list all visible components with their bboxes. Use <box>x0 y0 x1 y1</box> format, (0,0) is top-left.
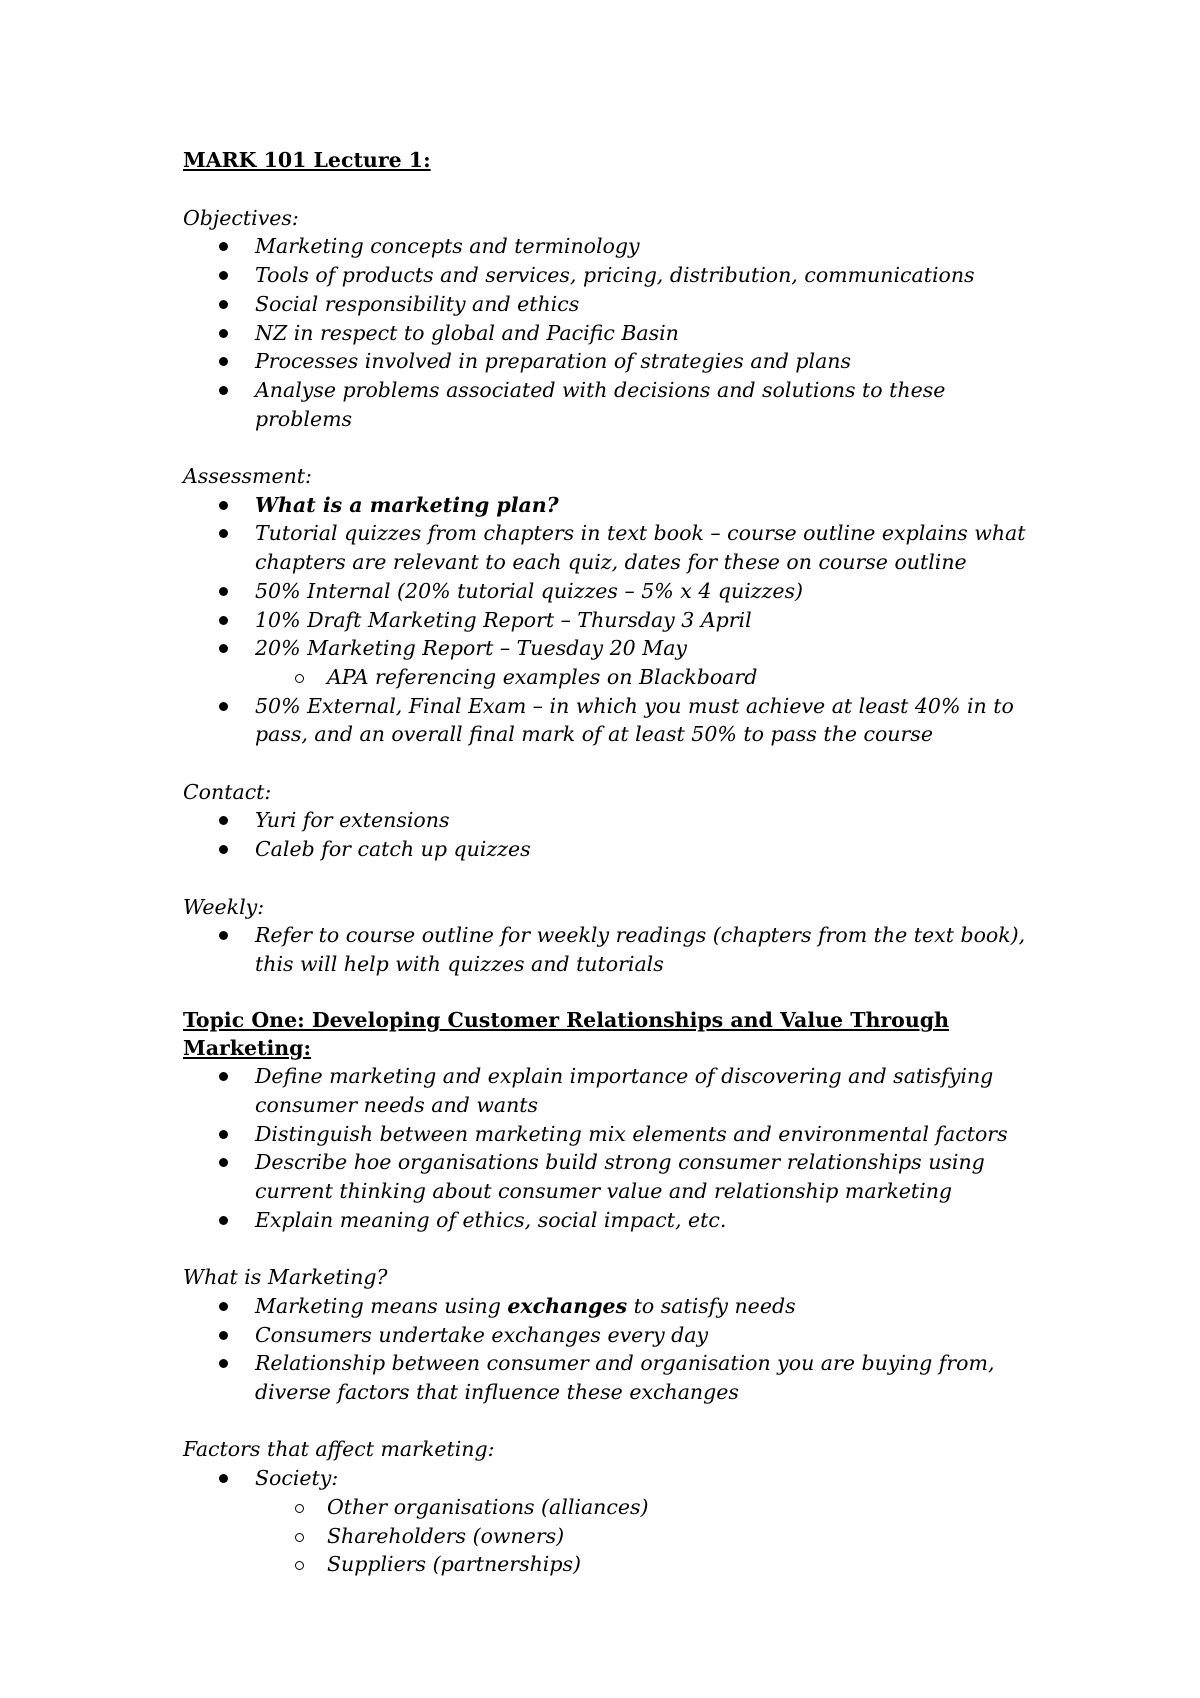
list-item <box>183 1120 1043 1149</box>
list-item-text: NZ in respect to global and Pacific Basin <box>255 320 679 345</box>
bullet-icon <box>219 931 228 940</box>
list-item <box>183 232 1043 261</box>
list-item-text: Define marketing and explain importance of discovering and satisfying consumer needs and wants <box>255 1064 994 1118</box>
bullet-icon <box>219 386 228 395</box>
bullet-icon <box>219 587 228 596</box>
list-item-text: Consumers undertake exchanges every day <box>255 1322 709 1347</box>
list-item-text-after: to satisfy needs <box>627 1293 796 1318</box>
sub-list-item-text: Shareholders (owners) <box>327 1523 565 1548</box>
bullet-icon <box>219 644 228 653</box>
list-item-text: What is a marketing plan? <box>255 492 559 517</box>
spacer <box>183 1235 1043 1264</box>
list-item-text-bold: exchanges <box>507 1293 628 1318</box>
sub-list-item-text: APA referencing examples on Blackboard <box>327 664 758 689</box>
list-item <box>183 806 1043 835</box>
list-item <box>183 347 1043 376</box>
objectives-label: Objectives: <box>183 205 299 230</box>
topic-heading: Topic One: Developing Customer Relationships and Value Through Marketing: <box>183 1008 949 1060</box>
list-item <box>183 1321 1043 1350</box>
bullet-icon <box>219 1216 228 1225</box>
list-item <box>183 1148 1043 1205</box>
spacer <box>183 1407 1043 1436</box>
list-item-text: Tools of products and services, pricing, distribution, communications <box>255 263 975 288</box>
bullet-icon <box>219 357 228 366</box>
bullet-icon <box>219 529 228 538</box>
list-item <box>183 319 1043 348</box>
sub-list-item <box>183 1550 1043 1579</box>
list-item-text: Processes involved in preparation of strategies and plans <box>255 349 852 374</box>
circle-bullet-icon <box>295 1504 304 1513</box>
weekly-label: Weekly: <box>183 894 265 919</box>
what-is-marketing-list <box>183 1292 1043 1407</box>
circle-bullet-icon <box>295 1561 304 1570</box>
list-item-text: Distinguish between marketing mix elements and environmental factors <box>255 1121 1008 1146</box>
list-item <box>183 519 1043 576</box>
list-item <box>183 1464 1043 1579</box>
bullet-icon <box>219 501 228 510</box>
list-item <box>183 290 1043 319</box>
bullet-icon <box>219 242 228 251</box>
list-item <box>183 606 1043 635</box>
bullet-icon <box>219 300 228 309</box>
bullet-icon <box>219 1072 228 1081</box>
list-item-text: Describe hoe organisations build strong consumer relationships using current thinking about consumer value and relationship marketing <box>255 1150 985 1204</box>
spacer <box>183 433 1043 462</box>
bullet-icon <box>219 271 228 280</box>
what-is-marketing-label: What is Marketing? <box>183 1265 388 1290</box>
list-item <box>183 835 1043 864</box>
spacer <box>183 979 1043 1008</box>
assessment-label: Assessment: <box>183 464 312 488</box>
bullet-icon <box>219 616 228 625</box>
sub-list <box>255 1493 1043 1579</box>
list-item <box>183 1349 1043 1406</box>
contact-label: Contact: <box>183 779 272 804</box>
list-item-text: Yuri for extensions <box>255 808 450 833</box>
circle-bullet-icon <box>295 1533 304 1542</box>
list-item-text: Relationship between consumer and organisation you are buying from, diverse factors that influence these exchanges <box>255 1351 995 1405</box>
sub-list-item <box>183 1493 1043 1522</box>
bullet-icon <box>219 329 228 338</box>
list-item-text: 20% Marketing Report – Tuesday 20 May <box>255 636 688 661</box>
sub-list-item-text: Other organisations (alliances) <box>327 1494 649 1519</box>
objectives-list <box>183 232 1043 433</box>
list-item <box>183 1292 1043 1321</box>
sub-list <box>255 663 1043 692</box>
sub-list-item <box>183 663 1043 692</box>
list-item-text: 50% Internal (20% tutorial quizzes – 5% x 4 quizzes) <box>255 578 804 603</box>
bullet-icon <box>219 1130 228 1139</box>
bullet-icon <box>219 702 228 711</box>
bullet-icon <box>219 1359 228 1368</box>
page-title: MARK 101 Lecture 1: <box>183 148 431 172</box>
list-item <box>183 634 1043 691</box>
list-item-text: Refer to course outline for weekly readings (chapters from the text book), this will help with quizzes and tutorials <box>255 923 1026 976</box>
bullet-icon <box>219 1302 228 1311</box>
list-item <box>183 921 1043 978</box>
contact-list <box>183 806 1043 863</box>
list-item-text: Marketing concepts and terminology <box>255 234 640 259</box>
list-item <box>183 261 1043 290</box>
factors-label: Factors that affect marketing: <box>183 1437 495 1462</box>
list-item-text: Analyse problems associated with decisions and solutions to these problems <box>255 377 946 431</box>
bullet-icon <box>219 845 228 854</box>
sub-list-item <box>183 1522 1043 1551</box>
list-item <box>183 1206 1043 1235</box>
bullet-icon <box>219 1158 228 1167</box>
document-content <box>183 146 1043 1579</box>
bullet-icon <box>219 1331 228 1340</box>
spacer <box>183 749 1043 778</box>
list-item-text-before: Marketing means using <box>255 1293 508 1318</box>
spacer <box>183 175 1043 204</box>
list-item <box>183 692 1043 749</box>
sub-list-item-text: Suppliers (partnerships) <box>327 1552 582 1577</box>
assessment-list <box>183 491 1043 749</box>
list-item-text: Explain meaning of ethics, social impact, etc. <box>255 1207 727 1232</box>
list-item <box>183 491 1043 520</box>
list-item-text: Society: <box>255 1466 339 1491</box>
list-item <box>183 1062 1043 1119</box>
circle-bullet-icon <box>295 674 304 683</box>
spacer <box>183 864 1043 893</box>
topic-list <box>183 1062 1043 1234</box>
bullet-icon <box>219 1474 228 1483</box>
list-item-text: Tutorial quizzes from chapters in text book – course outline explains what chapters are relevant to each quiz, dates for these on course outline <box>255 521 1026 575</box>
weekly-list <box>183 921 1043 978</box>
factors-list <box>183 1464 1043 1579</box>
bullet-icon <box>219 816 228 825</box>
list-item <box>183 376 1043 433</box>
list-item-text: Social responsibility and ethics <box>255 291 580 316</box>
list-item-text: 10% Draft Marketing Report – Thursday 3 April <box>255 607 752 632</box>
list-item <box>183 577 1043 606</box>
list-item-text: Caleb for catch up quizzes <box>255 837 531 862</box>
list-item-text: 50% External, Final Exam – in which you must achieve at least 40% in to pass, and an overall final mark of at least 50% to pass the course <box>255 693 1014 747</box>
